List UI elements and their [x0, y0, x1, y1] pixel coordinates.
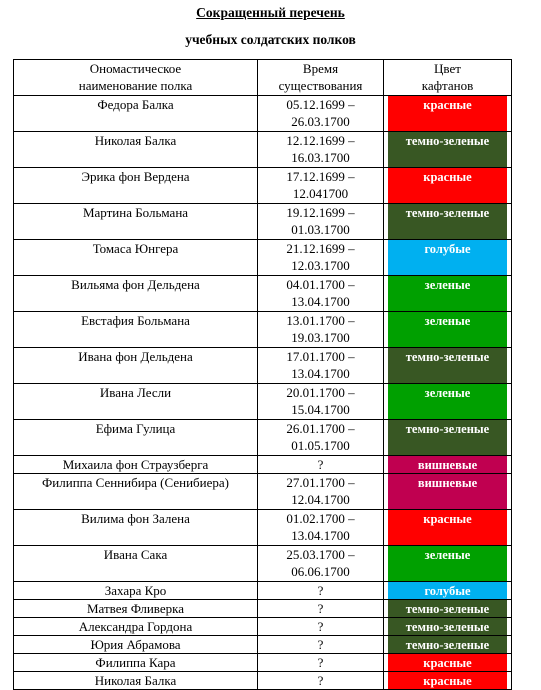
period-line: 17.12.1699 – — [286, 169, 355, 184]
period-line: 12.12.1699 – — [286, 133, 355, 148]
table-row — [14, 276, 512, 312]
caftan-color-label: зеленые — [388, 384, 507, 419]
regiment-name: Ефима Гулица — [14, 420, 258, 456]
period-line: 01.05.1700 — [291, 438, 350, 453]
period-line: 06.06.1700 — [291, 564, 350, 579]
period-line: ? — [317, 601, 324, 616]
caftan-color-cell — [384, 420, 512, 456]
regiment-name: Вилима фон Залена — [14, 510, 258, 546]
caftan-color-cell — [384, 618, 512, 636]
caftan-color-cell — [384, 672, 512, 690]
period-line: 13.04.1700 — [291, 528, 350, 543]
caftan-color-cell — [384, 96, 512, 132]
regiment-name: Александра Гордона — [14, 618, 258, 636]
regiment-period — [258, 96, 384, 132]
regiment-period — [258, 312, 384, 348]
period-line: 13.01.1700 – — [286, 313, 355, 328]
regiment-period — [258, 582, 384, 600]
period-line: 27.01.1700 – — [286, 475, 355, 490]
period-line: 12.03.1700 — [291, 258, 350, 273]
period-line: 05.12.1699 – — [286, 97, 355, 112]
table-row — [14, 204, 512, 240]
period-line: 13.04.1700 — [291, 366, 350, 381]
period-line: 12.041700 — [292, 186, 349, 201]
table-row — [14, 474, 512, 510]
caftan-color-cell — [384, 348, 512, 384]
table-row — [14, 96, 512, 132]
caftan-color-label: темно-зеленые — [388, 600, 507, 617]
caftan-color-label: зеленые — [388, 276, 507, 311]
table-row — [14, 672, 512, 690]
table-row — [14, 654, 512, 672]
table-row — [14, 636, 512, 654]
caftan-color-label: голубые — [388, 582, 507, 599]
period-line: 19.03.1700 — [291, 330, 350, 345]
caftan-color-cell — [384, 636, 512, 654]
caftan-color-cell — [384, 204, 512, 240]
period-line: 13.04.1700 — [291, 294, 350, 309]
regiment-name: Захара Кро — [14, 582, 258, 600]
table-row — [14, 240, 512, 276]
regiment-name: Томаса Юнгера — [14, 240, 258, 276]
caftan-color-label: голубые — [388, 240, 507, 275]
regiment-period — [258, 348, 384, 384]
regiment-name: Мартина Больмана — [14, 204, 258, 240]
regiment-period — [258, 168, 384, 204]
regiment-period — [258, 240, 384, 276]
caftan-color-label: темно-зеленые — [388, 348, 507, 383]
document-title: Сокращенный перечень — [196, 5, 345, 20]
period-line: 20.01.1700 – — [286, 385, 355, 400]
table-row — [14, 618, 512, 636]
table-row — [14, 456, 512, 474]
caftan-color-label: красные — [388, 672, 507, 689]
period-line: 01.02.1700 – — [286, 511, 355, 526]
caftan-color-cell — [384, 600, 512, 618]
table-row — [14, 168, 512, 204]
regiment-period — [258, 654, 384, 672]
caftan-color-label: темно-зеленые — [388, 132, 507, 167]
regiment-period — [258, 600, 384, 618]
caftan-color-cell — [384, 510, 512, 546]
period-line: 15.04.1700 — [291, 402, 350, 417]
period-line: 26.03.1700 — [291, 114, 350, 129]
regiment-period — [258, 510, 384, 546]
regiment-name: Филиппа Кара — [14, 654, 258, 672]
regiment-period — [258, 420, 384, 456]
caftan-color-label: зеленые — [388, 312, 507, 347]
regiment-name: Юрия Абрамова — [14, 636, 258, 654]
period-line: ? — [317, 457, 324, 472]
caftan-color-label: вишневые — [388, 474, 507, 509]
column-header-period: Время существования — [258, 60, 384, 96]
period-line: 19.12.1699 – — [286, 205, 355, 220]
table-row — [14, 384, 512, 420]
period-line: 04.01.1700 – — [286, 277, 355, 292]
table-row — [14, 582, 512, 600]
caftan-color-cell — [384, 546, 512, 582]
caftan-color-cell — [384, 168, 512, 204]
regiment-period — [258, 132, 384, 168]
regiment-name: Николая Балка — [14, 672, 258, 690]
period-line: 26.01.1700 – — [286, 421, 355, 436]
regiment-name: Михаила фон Страузберга — [14, 456, 258, 474]
period-line: ? — [317, 619, 324, 634]
regiment-period — [258, 618, 384, 636]
regiment-period — [258, 384, 384, 420]
table-body — [14, 96, 512, 690]
caftan-color-cell — [384, 240, 512, 276]
regiment-name: Федора Балка — [14, 96, 258, 132]
period-line: ? — [317, 637, 324, 652]
regiment-name: Эрика фон Вердена — [14, 168, 258, 204]
period-line: 12.04.1700 — [291, 492, 350, 507]
caftan-color-label: зеленые — [388, 546, 507, 581]
table-row — [14, 348, 512, 384]
regiment-name: Филиппа Сеннибира (Сенибиера) — [14, 474, 258, 510]
caftan-color-cell — [384, 474, 512, 510]
regiment-period — [258, 672, 384, 690]
period-line: ? — [317, 673, 324, 688]
column-header-color: Цвет кафтанов — [384, 60, 512, 96]
caftan-color-label: красные — [388, 96, 507, 131]
period-line: ? — [317, 655, 324, 670]
regiment-name: Ивана Лесли — [14, 384, 258, 420]
table-row — [14, 420, 512, 456]
caftan-color-label: темно-зеленые — [388, 618, 507, 635]
regiment-period — [258, 204, 384, 240]
caftan-color-label: темно-зеленые — [388, 636, 507, 653]
document-subtitle: учебных солдатских полков — [185, 32, 356, 47]
caftan-color-cell — [384, 312, 512, 348]
column-header-name: Ономастическое наименование полка — [14, 60, 258, 96]
period-line: 25.03.1700 – — [286, 547, 355, 562]
period-line: 01.03.1700 — [291, 222, 350, 237]
regiment-name: Вильяма фон Дельдена — [14, 276, 258, 312]
regiment-period — [258, 456, 384, 474]
regiment-period — [258, 474, 384, 510]
caftan-color-label: красные — [388, 654, 507, 671]
period-line: ? — [317, 583, 324, 598]
caftan-color-label: темно-зеленые — [388, 204, 507, 239]
regiment-name: Матвея Фливерка — [14, 600, 258, 618]
caftan-color-label: красные — [388, 510, 507, 545]
regiments-table — [13, 59, 512, 690]
caftan-color-cell — [384, 276, 512, 312]
caftan-color-label: красные — [388, 168, 507, 203]
regiment-name: Евстафия Больмана — [14, 312, 258, 348]
caftan-color-cell — [384, 384, 512, 420]
period-line: 16.03.1700 — [291, 150, 350, 165]
regiment-name: Ивана фон Дельдена — [14, 348, 258, 384]
table-row — [14, 510, 512, 546]
regiment-period — [258, 546, 384, 582]
table-row — [14, 546, 512, 582]
regiment-period — [258, 636, 384, 654]
period-line: 21.12.1699 – — [286, 241, 355, 256]
table-row — [14, 132, 512, 168]
caftan-color-cell — [384, 582, 512, 600]
table-row — [14, 600, 512, 618]
table-row — [14, 312, 512, 348]
period-line: 17.01.1700 – — [286, 349, 355, 364]
regiment-name: Ивана Сака — [14, 546, 258, 582]
regiment-name: Николая Балка — [14, 132, 258, 168]
caftan-color-cell — [384, 456, 512, 474]
caftan-color-label: вишневые — [388, 456, 507, 473]
caftan-color-label: темно-зеленые — [388, 420, 507, 455]
regiment-period — [258, 276, 384, 312]
table-header-row — [14, 60, 512, 96]
caftan-color-cell — [384, 654, 512, 672]
caftan-color-cell — [384, 132, 512, 168]
